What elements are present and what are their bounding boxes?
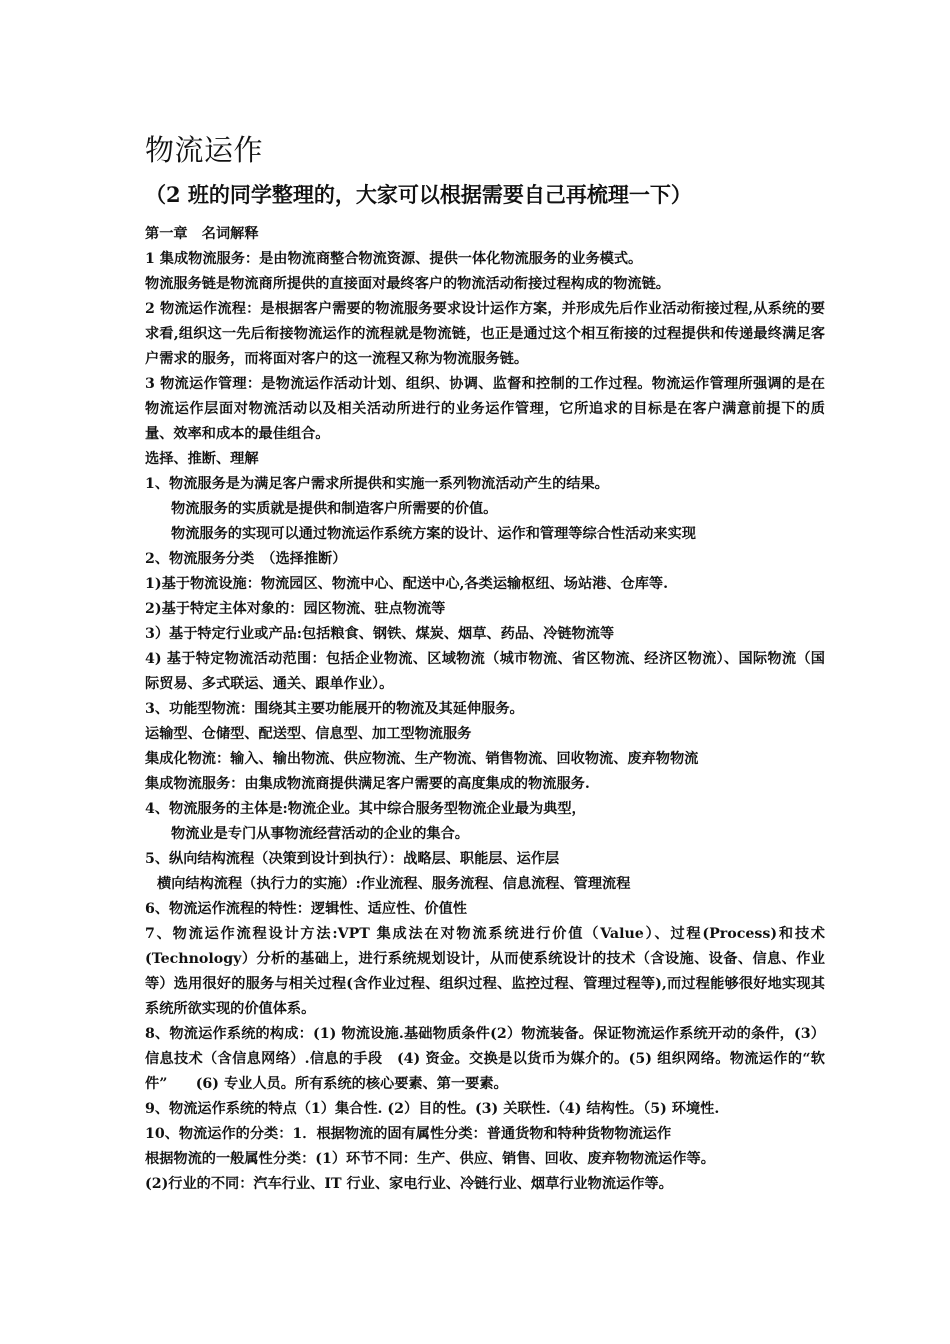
body-paragraph: 物流服务的实质就是提供和制造客户所需要的价值。 xyxy=(171,501,498,517)
body-paragraph: 物流服务的实现可以通过物流运作系统方案的设计、运作和管理等综合性活动来实现 xyxy=(171,526,696,542)
body-paragraph: 集成物流服务：由集成物流商提供满足客户需要的高度集成的物流服务. xyxy=(145,776,590,792)
body-paragraph: 物流业是专门从事物流经营活动的企业的集合。 xyxy=(171,826,469,842)
body-paragraph: 5、纵向结构流程（决策到设计到执行）：战略层、职能层、运作层 xyxy=(145,851,560,867)
body-paragraph: 10、物流运作的分类：1．根据物流的固有属性分类：普通货物和特种货物物流运作 xyxy=(145,1126,672,1142)
body-paragraph: 9、物流运作系统的特点（1）集合性. (2）目的性。(3) 关联性.（4) 结构性。（5) 环境性. xyxy=(145,1101,720,1117)
body-paragraph: 横向结构流程（执行力的实施）:作业流程、服务流程、信息流程、管理流程 xyxy=(157,876,631,892)
document-page xyxy=(145,130,825,1197)
document-subtitle: （2 班的同学整理的，大家可以根据需要自己再梳理一下） xyxy=(145,182,692,207)
body-paragraph: 1)基于物流设施：物流园区、物流中心、配送中心,各类运输枢纽、场站港、仓库等. xyxy=(145,576,669,592)
body-paragraph: 2、物流服务分类 （选择推断） xyxy=(145,551,347,567)
document-title: 物流运作 xyxy=(145,133,264,167)
body-paragraph: 3、功能型物流：围绕其主要功能展开的物流及其延伸服务。 xyxy=(145,701,524,717)
body-paragraph: 选择、推断、理解 xyxy=(145,451,259,467)
body-paragraph: 1 集成物流服务：是由物流商整合物流资源、提供一体化物流服务的业务模式。 xyxy=(145,251,643,267)
body-paragraph: 7、物流运作流程设计方法:VPT 集成法在对物流系统进行价值（Value）、过程(Process)和技术(Technology）分析的基础上，进行系统规划设计，从而使系统设计的技术（含设施、设备、信息、作业等）选用很好的服务与相关过程(含作业过程、组织过程、监控过程、管理过程等),而过程能够很好地实现其系统所欲实现的价值体系。 xyxy=(145,926,825,1017)
body-paragraph: 运输型、仓储型、配送型、信息型、加工型物流服务 xyxy=(145,726,472,742)
body-paragraph: 6、物流运作流程的特性：逻辑性、适应性、价值性 xyxy=(145,901,467,917)
body-paragraph: 2)基于特定主体对象的：园区物流、驻点物流等 xyxy=(145,601,446,617)
body-paragraph: (2)行业的不同：汽车行业、IT 行业、家电行业、冷链行业、烟草行业物流运作等。 xyxy=(145,1176,673,1192)
body-paragraph: 4、物流服务的主体是:物流企业。其中综合服务型物流企业最为典型， xyxy=(145,801,586,817)
body-paragraph: 3 物流运作管理：是物流运作活动计划、组织、协调、监督和控制的工作过程。物流运作管理所强调的是在物流运作层面对物流活动以及相关活动所进行的业务运作管理，它所追求的目标是在客户满意前提下的质量、效率和成本的最佳组合。 xyxy=(145,376,825,442)
body-paragraph: 8、物流运作系统的构成：(1) 物流设施.基础物质条件(2）物流装备。保证物流运作系统开动的条件，(3）信息技术（含信息网络）.信息的手段 (4) 资金。交换是以货币为媒介的。(5) 组织网络。物流运作的“软件” (6) 专业人员。所有系统的核心要素、第一要素。 xyxy=(145,1026,825,1092)
body-paragraph: 4) 基于特定物流活动范围：包括企业物流、区域物流（城市物流、省区物流、经济区物流）、国际物流（国际贸易、多式联运、通关、跟单作业）。 xyxy=(145,651,825,692)
body-paragraph: 1、物流服务是为满足客户需求所提供和实施一系列物流活动产生的结果。 xyxy=(145,476,609,492)
body-paragraph: 根据物流的一般属性分类：(1）环节不同：生产、供应、销售、回收、废弃物物流运作等。 xyxy=(145,1151,715,1167)
document-body xyxy=(145,222,825,1197)
body-paragraph: 2 物流运作流程：是根据客户需要的物流服务要求设计运作方案，并形成先后作业活动衔接过程,从系统的要求看,组织这一先后衔接物流运作的流程就是物流链，也正是通过这个相互衔接的过程提供和传递最终满足客户需求的服务，而将面对客户的这一流程又称为物流服务链。 xyxy=(145,301,825,367)
body-paragraph: 第一章 名词解释 xyxy=(145,226,259,242)
body-paragraph: 3）基于特定行业或产品:包括粮食、钢铁、煤炭、烟草、药品、冷链物流等 xyxy=(145,626,615,642)
body-paragraph: 物流服务链是物流商所提供的直接面对最终客户的物流活动衔接过程构成的物流链。 xyxy=(145,276,670,292)
body-paragraph: 集成化物流：输入、输出物流、供应物流、生产物流、销售物流、回收物流、废弃物物流 xyxy=(145,751,699,767)
